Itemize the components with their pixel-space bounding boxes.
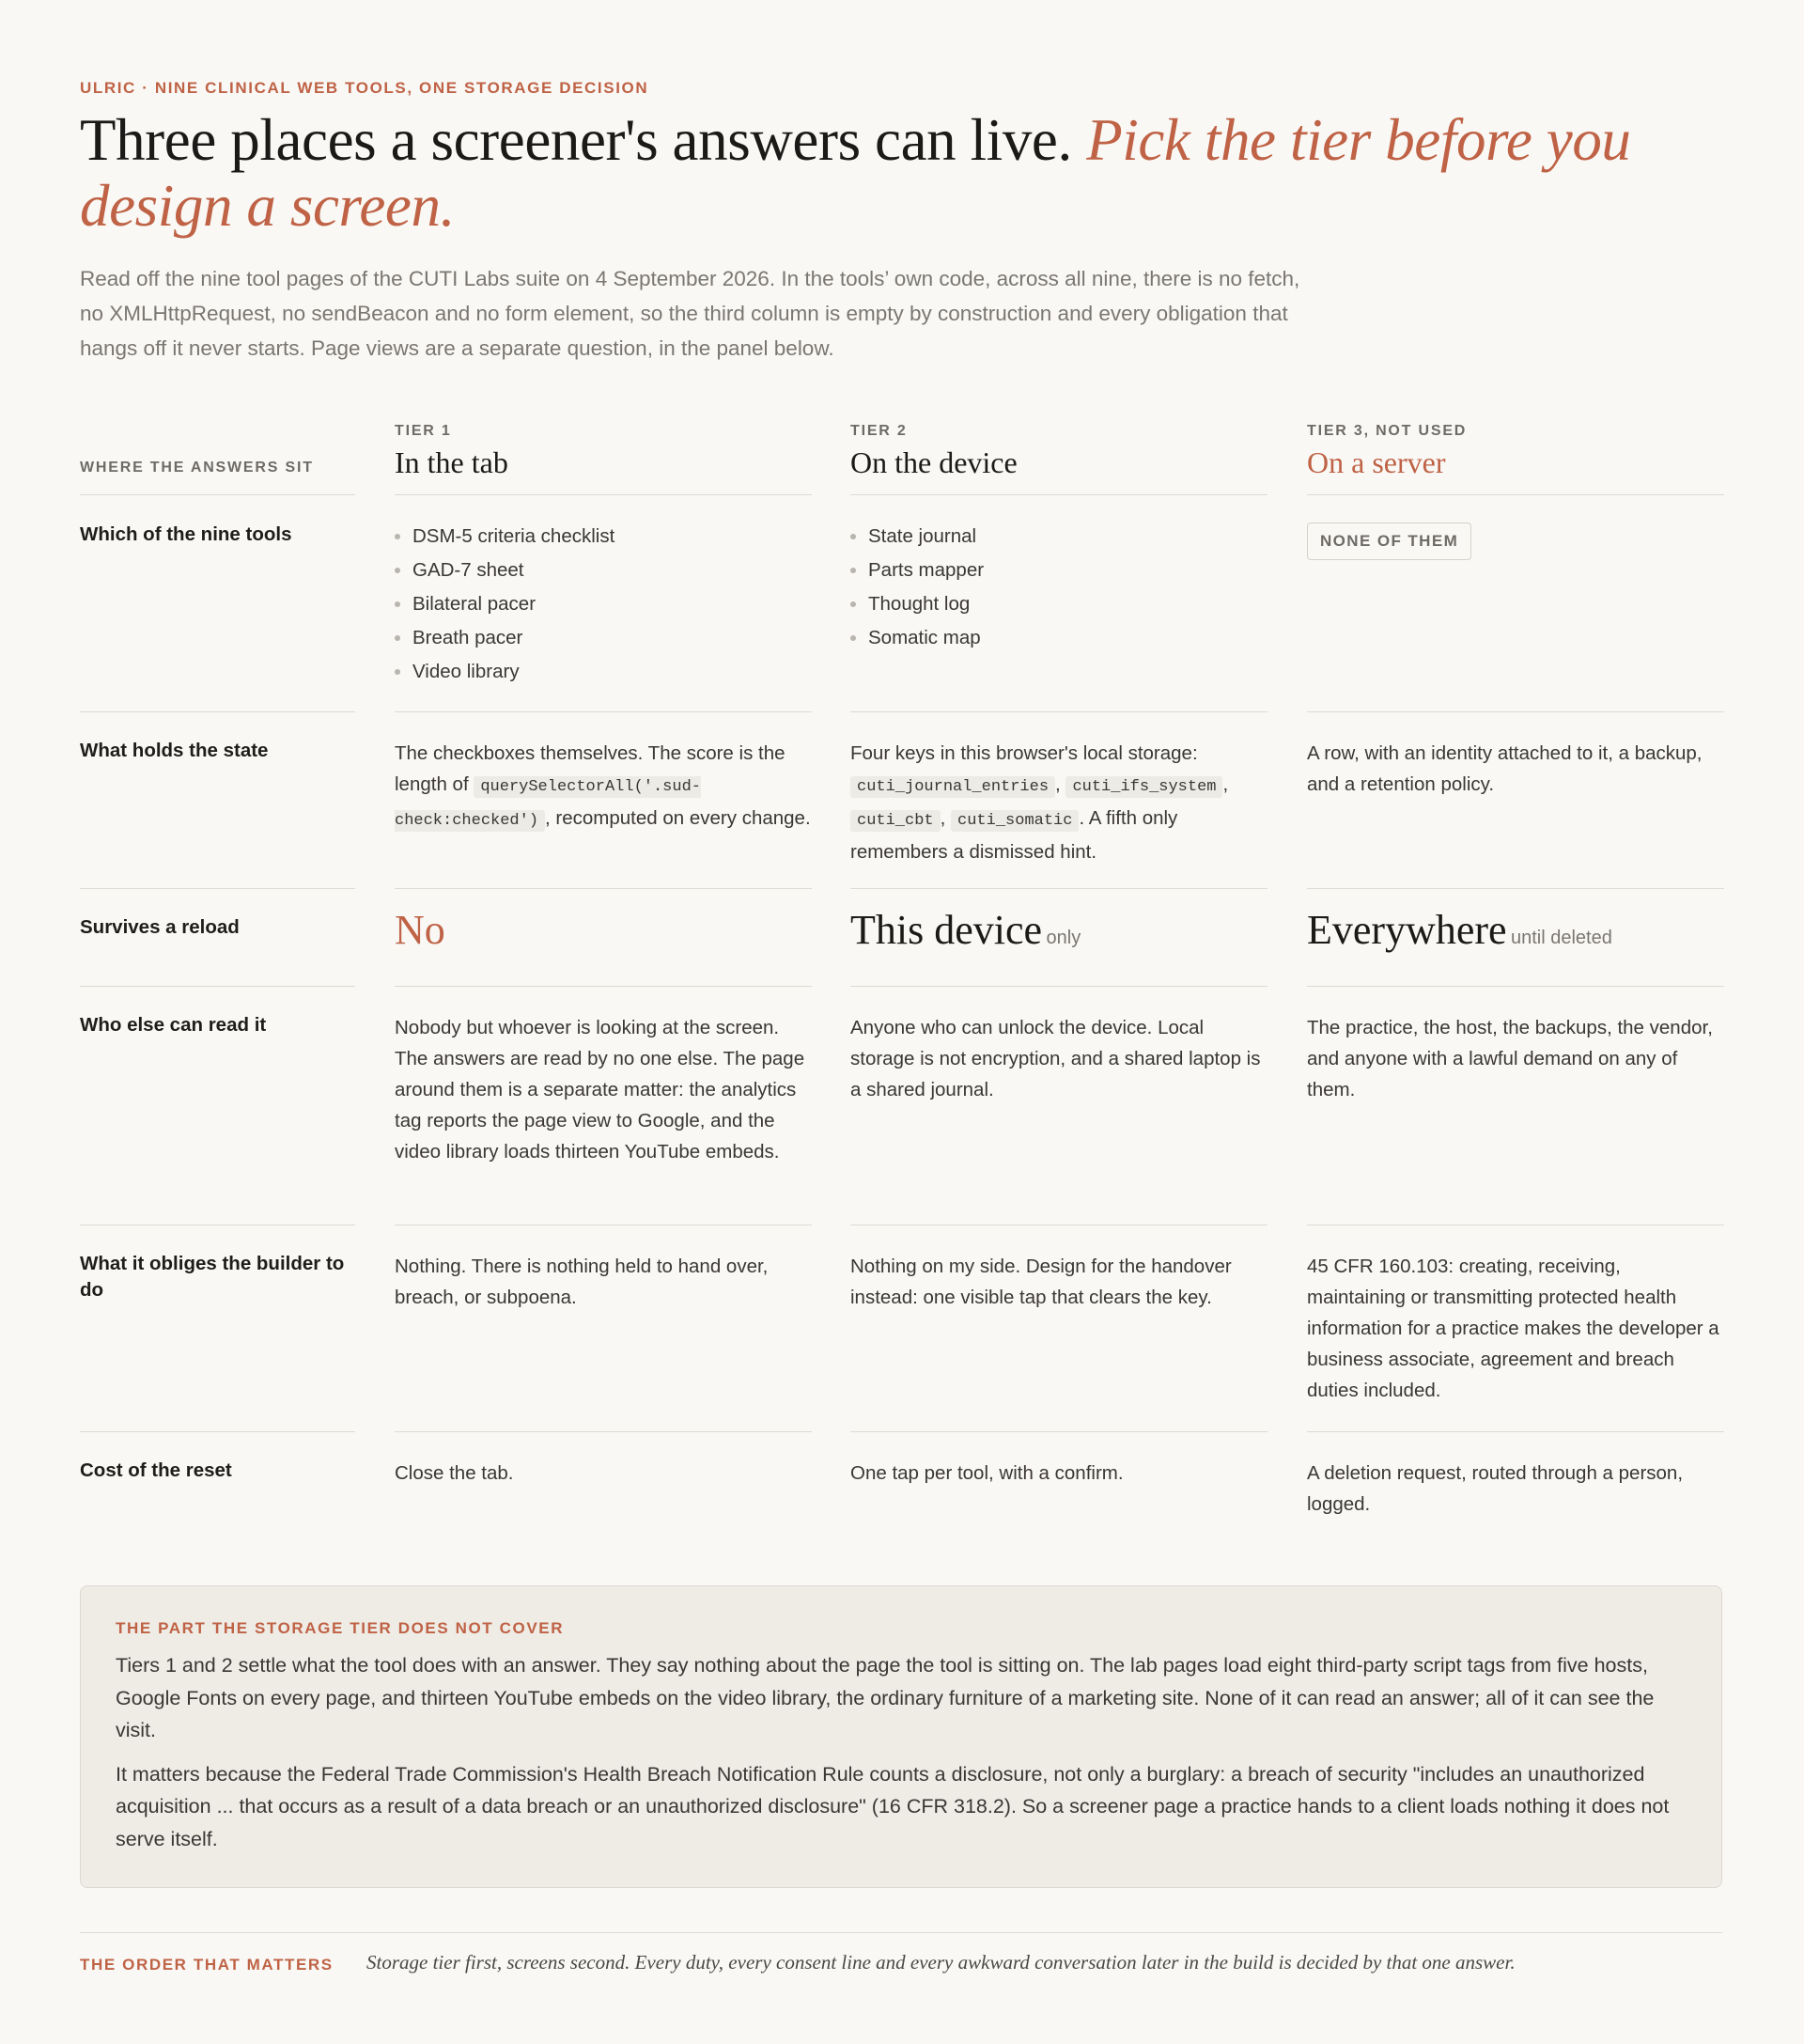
divider [1307,888,1724,889]
tier3-obliges: 45 CFR 160.103: creating, receiving, maintaining or transmitting protected health information for a practice makes the developer a business associate, agreement and breach duties included. [1307,1256,1719,1401]
tier3-reload [1307,906,1724,954]
tier3-kicker: TIER 3, NOT USED [1307,423,1468,439]
code-snippet: querySelectorAll('.sud-check:checked') [395,778,701,830]
code-snippet: cuti_somatic [951,810,1079,832]
row-label-state: What holds the state [80,740,269,761]
divider [850,986,1267,987]
tier2-title: On the device [850,445,1018,479]
divider [850,1431,1267,1432]
panel-title: THE PART THE STORAGE TIER DOES NOT COVER [116,1619,565,1637]
tier2-tool-list [850,520,1267,655]
where-label [80,460,355,476]
lede: Read off the nine tool pages of the CUTI Labs suite on 4 September 2026. In the tools’ own code, across all nine, there is no fetch, no XMLHttpRequest, no sendBeacon and no form element, so the third column is empty by construction and every obligation that hangs off it never starts. Page views are a separate question, in the panel below. [80,267,1300,360]
tier1-reset: Close the tab. [395,1462,514,1484]
tier2-reset: One tap per tool, with a confirm. [850,1462,1124,1484]
tier2-read: Anyone who can unlock the device. Local storage is not encryption, and a shared laptop is a shared journal. [850,1017,1261,1100]
divider [850,494,1267,495]
divider [80,1932,1722,1933]
tier1-tools [395,520,812,689]
separator: , [1055,773,1066,795]
list-item: Thought log [850,587,1267,621]
tier1-kicker: TIER 1 [395,423,452,439]
tier2-reload [850,906,1267,954]
where-label-text: WHERE THE ANSWERS SIT [80,460,314,476]
headline [80,107,1734,239]
tier3-tools [1307,523,1724,560]
divider [395,494,812,495]
separator: , [1222,773,1229,795]
divider [80,986,355,987]
tier2-kicker: TIER 2 [850,423,908,439]
divider [1307,986,1724,987]
divider [395,711,812,712]
row-label-tools: Which of the nine tools [80,523,292,545]
row-label-obliges: What it obliges the builder to do [80,1253,345,1301]
tier1-state-before: The checkboxes themselves. The score is the length of [395,742,785,795]
panel-paragraph-1: Tiers 1 and 2 settle what the tool does with an answer. They say nothing about the page the tool is sitting on. The lab pages load eight third-party script tags from five hosts, Google Fonts on every page, and thirteen YouTube embeds on the video library, the ordinary furniture of a marketing site. None of it can read an answer; all of it can see the visit. [116,1654,1655,1741]
row-label-reset: Cost of the reset [80,1459,232,1481]
tier2-obliges: Nothing on my side. Design for the handover instead: one visible tap that clears the key. [850,1256,1232,1308]
list-item: State journal [850,520,1267,554]
list-item: Bilateral pacer [395,587,812,621]
code-snippet: cuti_ifs_system [1065,776,1222,798]
tier2-state-before: Four keys in this browser's local storage: [850,742,1198,764]
divider [395,1431,812,1432]
tier1-title: In the tab [395,445,508,479]
divider [1307,1431,1724,1432]
tier1-state-after: , recomputed on every change. [545,807,811,829]
tier1-tool-list [395,520,812,689]
code-snippet: cuti_cbt [850,810,941,832]
divider [80,1431,355,1432]
storage-panel [80,1585,1722,1888]
divider [80,888,355,889]
list-item: Somatic map [850,621,1267,655]
list-item: GAD-7 sheet [395,554,812,587]
divider [850,888,1267,889]
tier2-header [850,423,1267,480]
divider [80,711,355,712]
list-item: Breath pacer [395,621,812,655]
code-snippet: cuti_journal_entries [850,776,1055,798]
footer-label: THE ORDER THAT MATTERS [80,1956,334,1974]
panel-paragraph-2: It matters because the Federal Trade Commission's Health Breach Notification Rule counts a disclosure, not only a burglary: a breach of security "includes an unauthorized acquisition ... that occurs as a result of a data breach or an unauthorized disclosure" (16 CFR 318.2). So a screener page a practice hands to a client loads nothing it does not serve itself. [116,1762,1670,1850]
tier3-state: A row, with an identity attached to it, a backup, and a retention policy. [1307,742,1703,795]
tier1-reload [395,906,812,954]
tier1-header [395,423,812,480]
reload-value: No [395,907,445,953]
eyebrow: ULRIC · NINE CLINICAL WEB TOOLS, ONE STORAGE DECISION [80,79,649,97]
reload-note: only [1046,928,1081,948]
row-label-reload: Survives a reload [80,916,240,938]
tier1-read: Nobody but whoever is looking at the screen. The answers are read by no one else. The page around them is a separate matter: the analytics tag reports the page view to Google, and the video library loads thirteen YouTube embeds. [395,1017,805,1162]
tier3-read: The practice, the host, the backups, the vendor, and anyone with a lawful demand on any of them. [1307,1017,1713,1100]
reload-value: This device [850,907,1043,953]
list-item: Video library [395,655,812,689]
divider [395,986,812,987]
separator: , [940,807,952,829]
row-label-read: Who else can read it [80,1014,267,1036]
tier1-obliges: Nothing. There is nothing held to hand over, breach, or subpoena. [395,1256,769,1308]
headline-accent: Pick the tier before you design a screen. [80,107,1631,239]
divider [1307,711,1724,712]
tier3-title: On a server [1307,445,1446,479]
list-item: Parts mapper [850,554,1267,587]
reload-note: until deleted [1511,928,1612,948]
none-badge: NONE OF THEM [1307,523,1471,560]
divider [1307,494,1724,495]
divider [395,888,812,889]
tier3-header [1307,423,1724,480]
footer-text: Storage tier first, screens second. Every duty, every consent line and every awkward conversation later in the build is decided by that one answer. [366,1951,1516,1974]
headline-main: Three places a screener's answers can live. [80,107,1087,173]
divider [850,711,1267,712]
divider [80,494,355,495]
tier2-state [850,738,1267,867]
tier1-state [395,738,812,836]
list-item: DSM-5 criteria checklist [395,520,812,554]
tier2-state-after: . A fifth only remembers a dismissed hint. [850,807,1178,863]
reload-value: Everywhere [1307,907,1507,953]
tier2-tools [850,520,1267,655]
tier3-reset: A deletion request, routed through a person, logged. [1307,1462,1684,1515]
